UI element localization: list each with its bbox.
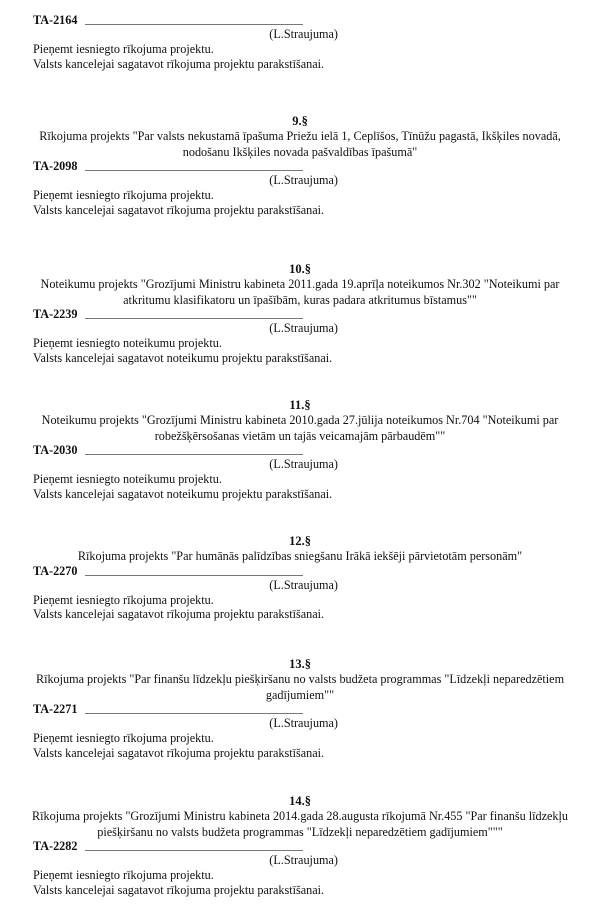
- ta-line: [0, 703, 600, 716]
- signer-name: (L.Straujuma): [269, 853, 338, 867]
- decision-line: Pieņemt iesniegto rīkojuma projektu.: [33, 868, 214, 882]
- signer-name: (L.Straujuma): [269, 321, 338, 335]
- ta-number: TA-2271: [33, 702, 78, 716]
- signer-name: (L.Straujuma): [269, 173, 338, 187]
- title-line: Noteikumu projekts "Grozījumi Ministru kabineta 2011.gada 19.aprīļa noteikumos Nr.302 "Noteikumi par: [40, 277, 560, 291]
- signature-line: [85, 170, 303, 171]
- ta-line: [0, 444, 600, 457]
- title-line: gadījumiem"": [265, 687, 335, 702]
- signature-line: [85, 575, 303, 576]
- section-title: [0, 129, 600, 160]
- section-title: [0, 672, 600, 703]
- signature-line: [85, 454, 303, 455]
- section-title: [0, 277, 600, 308]
- ta-number: TA-2270: [33, 563, 78, 578]
- section-number: 10.§: [289, 262, 311, 276]
- ta-number: TA-2164: [33, 13, 78, 27]
- title-line: robežšķērsošanas vietām un tajās veicamajām pārbaudēm"": [154, 428, 446, 443]
- agenda-section: [0, 262, 600, 365]
- signature-line: [85, 318, 303, 319]
- section-number: 11.§: [289, 398, 311, 412]
- decision-line: Valsts kancelejai sagatavot noteikumu projektu parakstīšanai.: [33, 486, 333, 501]
- decision-line: Valsts kancelejai sagatavot noteikumu projektu parakstīšanai.: [33, 350, 333, 365]
- signature-line: [85, 850, 303, 851]
- agenda-section: [0, 398, 600, 501]
- agenda-section: [0, 14, 600, 71]
- title-line: piešķiršanu no valsts budžeta programmas "Līdzekļi neparedzētiem gadījumiem""": [97, 824, 503, 839]
- ta-number: TA-2282: [33, 839, 78, 853]
- signer-name: (L.Straujuma): [269, 716, 338, 730]
- ta-line: [0, 840, 600, 853]
- ta-number: TA-2239: [33, 307, 78, 321]
- decision-line: Pieņemt iesniegto rīkojuma projektu.: [33, 592, 214, 607]
- agenda-section: [0, 794, 600, 897]
- title-line: Noteikumu projekts "Grozījumi Ministru kabineta 2010.gada 27.jūlija noteikumos Nr.704 "Noteikumi par: [41, 413, 559, 427]
- section-number: 14.§: [289, 794, 311, 808]
- decision-line: Valsts kancelejai sagatavot rīkojuma projektu parakstīšanai.: [33, 882, 325, 897]
- section-number: 13.§: [289, 657, 311, 671]
- title-line: Rīkojuma projekts "Par finanšu līdzekļu piešķiršanu no valsts budžeta programmas "Līdzekļi neparedzētiem: [35, 672, 565, 686]
- ta-line: [0, 14, 600, 27]
- decision-line: Pieņemt iesniegto noteikumu projektu.: [33, 472, 222, 486]
- decision-line: Pieņemt iesniegto noteikumu projektu.: [33, 336, 222, 350]
- signer-name: (L.Straujuma): [269, 577, 338, 592]
- ta-number: TA-2030: [33, 443, 78, 457]
- decision-line: Pieņemt iesniegto rīkojuma projektu.: [33, 188, 214, 202]
- decision-line: Pieņemt iesniegto rīkojuma projektu.: [33, 42, 214, 56]
- signer-name: (L.Straujuma): [269, 457, 338, 471]
- ta-number: TA-2098: [33, 159, 78, 173]
- signature-line: [85, 24, 303, 25]
- decision-line: Valsts kancelejai sagatavot rīkojuma projektu parakstīšanai.: [33, 56, 325, 71]
- title-line: atkritumu klasifikatoru un īpašībām, kuras padara atkritumus bīstamus"": [123, 292, 477, 307]
- signature-line: [85, 713, 303, 714]
- title-line: Rīkojuma projekts "Par valsts nekustamā īpašuma Priežu ielā 1, Ceplīšos, Tīnūžu pagastā, Ikšķiles novadā,: [39, 129, 561, 143]
- title-line: Rīkojuma projekts "Par humānās palīdzības sniegšanu Irākā iekšēji pārvietotām personām": [77, 549, 523, 563]
- decision-line: Valsts kancelejai sagatavot rīkojuma projektu parakstīšanai.: [33, 607, 325, 621]
- ta-line: [0, 565, 600, 578]
- section-number: 9.§: [292, 114, 308, 128]
- decision-line: Valsts kancelejai sagatavot rīkojuma projektu parakstīšanai.: [33, 202, 325, 217]
- agenda-section: [0, 657, 600, 760]
- agenda-section: [0, 534, 600, 622]
- section-number: 12.§: [289, 534, 311, 548]
- decision-line: Pieņemt iesniegto rīkojuma projektu.: [33, 731, 214, 745]
- section-title: [0, 549, 600, 565]
- ta-line: [0, 160, 600, 173]
- section-title: [0, 809, 600, 840]
- title-line: Rīkojuma projekts "Grozījumi Ministru kabineta 2014.gada 28.augusta rīkojumā Nr.455 "Par finanšu līdzekļu: [32, 809, 568, 823]
- decision-line: Valsts kancelejai sagatavot rīkojuma projektu parakstīšanai.: [33, 745, 325, 760]
- title-line: nodošanu Ikšķiles novada pašvaldības īpašumā": [182, 144, 418, 159]
- ta-line: [0, 308, 600, 321]
- section-title: [0, 413, 600, 444]
- agenda-section: [0, 114, 600, 217]
- signer-name: (L.Straujuma): [269, 27, 338, 41]
